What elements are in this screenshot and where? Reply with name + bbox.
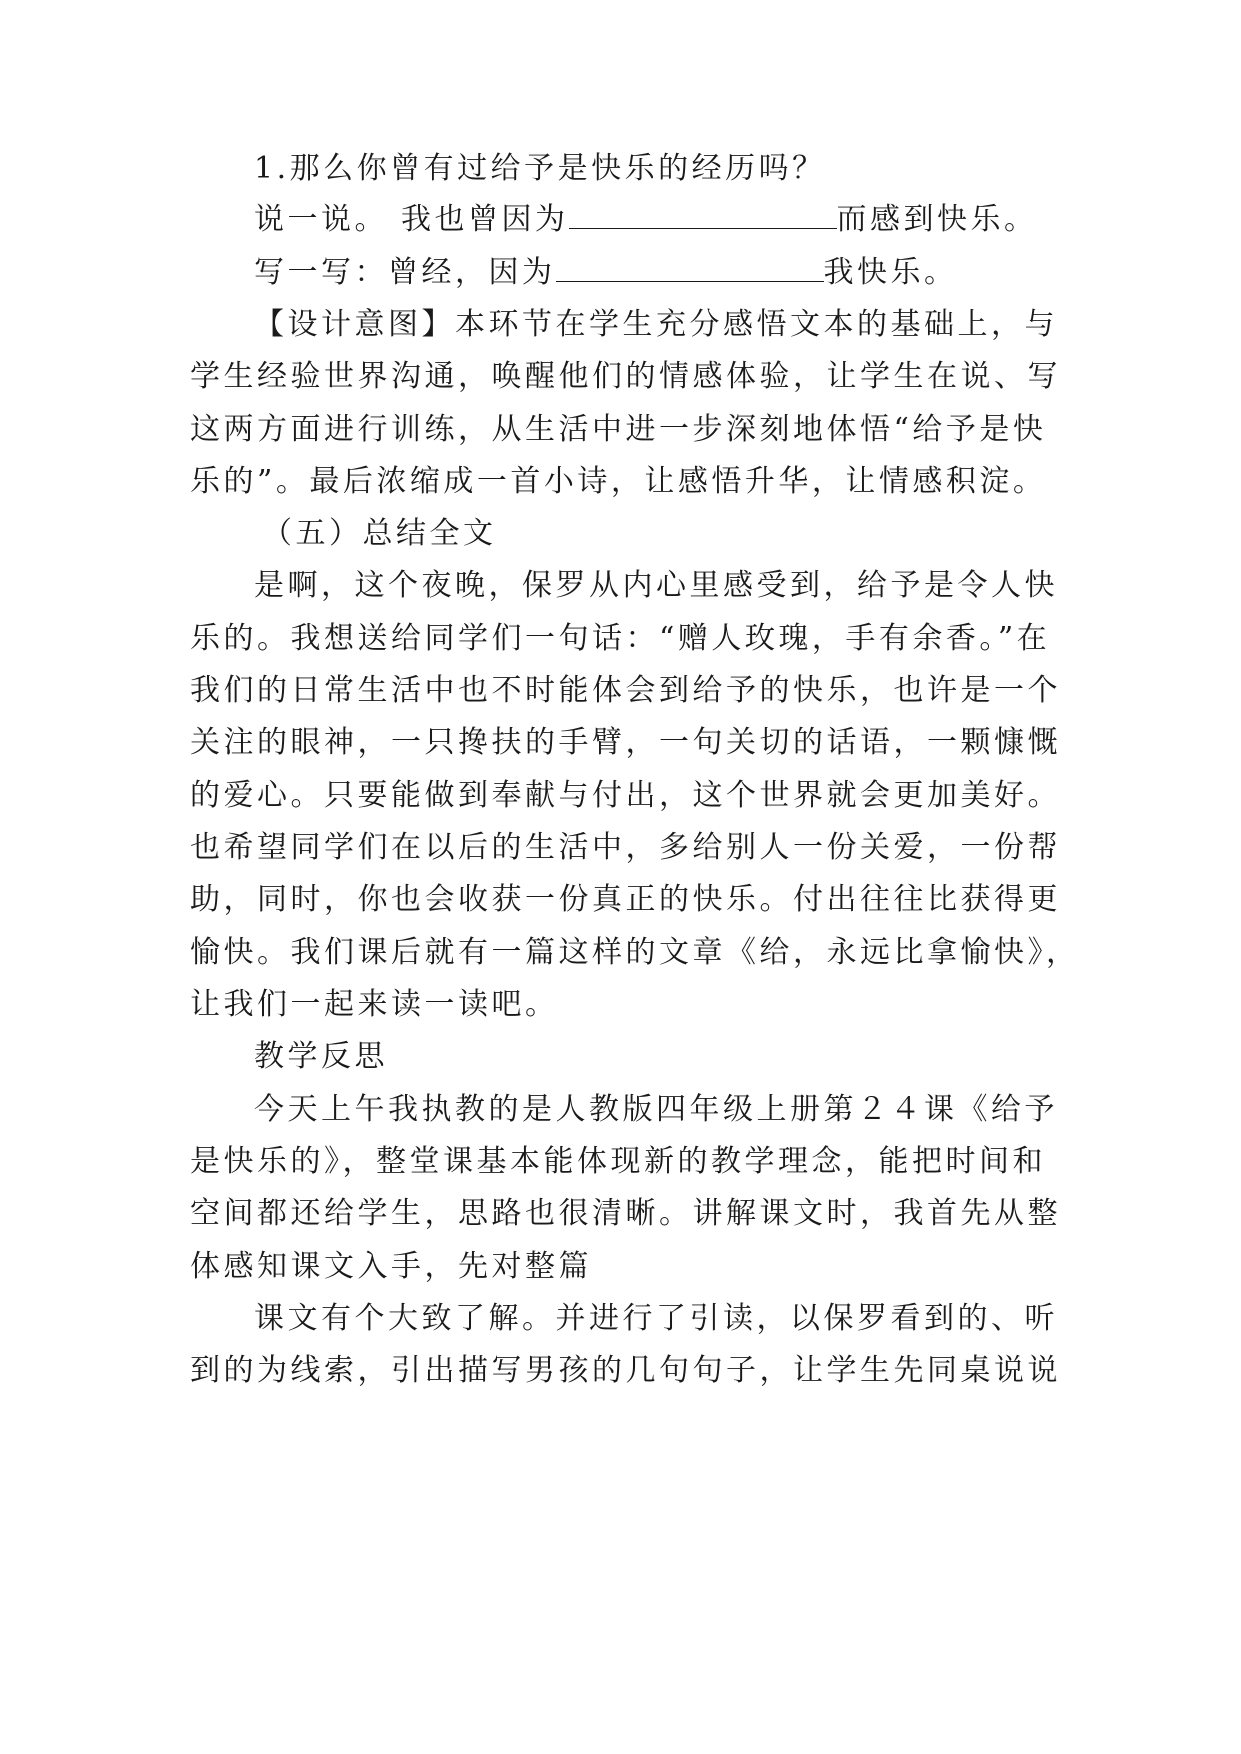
summary-line: 让我们一起来读一读吧。 [190, 987, 559, 1022]
summary-line: 乐的。我想送给同学们一句话：“赠人玫瑰，手有余香。”在 [190, 621, 1051, 656]
summary-line: 愉快。我们课后就有一篇这样的文章《给，永远比拿愉快》， [190, 935, 1080, 970]
say-prompt-before: 说一说。 我也曾因为 [254, 202, 569, 237]
reflection-line: 到的为线索，引出描写男孩的几句句子，让学生先同桌说说 [190, 1353, 1061, 1388]
summary-line: 是啊，这个夜晚，保罗从内心里感受到，给予是令人快 [254, 568, 1058, 603]
say-blank[interactable] [569, 200, 837, 229]
reflection-line: 今天上午我执教的是人教版四年级上册第２４课《给予 [254, 1092, 1058, 1127]
write-prompt-after: 我快乐。 [823, 255, 958, 290]
summary-line: 也希望同学们在以后的生活中，多给别人一份关爱，一份帮 [190, 830, 1061, 865]
reflection-line: 课文有个大致了解。并进行了引读，以保罗看到的、听 [254, 1301, 1058, 1336]
reflection-line: 是快乐的》，整堂课基本能体现新的教学理念，能把时间和 [190, 1144, 1046, 1179]
design-intent-line: 这两方面进行训练，从生活中进一步深刻地体悟“给予是快 [190, 412, 1047, 447]
design-intent-line: 学生经验世界沟通，唤醒他们的情感体验，让学生在说、写 [190, 359, 1061, 394]
design-intent-line: 乐的”。最后浓缩成一首小诗，让感悟升华，让情感积淀。 [190, 464, 1047, 499]
design-intent-line: 【设计意图】本环节在学生充分感悟文本的基础上，与 [254, 307, 1058, 342]
summary-line: 我们的日常生活中也不时能体会到给予的快乐，也许是一个 [190, 673, 1061, 708]
say-prompt-after: 而感到快乐。 [836, 202, 1038, 237]
write-prompt-before: 写一写：曾经，因为 [254, 255, 556, 290]
section-heading-five: （五）总结全文 [262, 516, 497, 551]
reflection-line: 体感知课文入手，先对整篇 [190, 1249, 592, 1284]
summary-line: 关注的眼神，一只搀扶的手臂，一句关切的话语，一颗慷慨 [190, 725, 1061, 760]
summary-line: 的爱心。只要能做到奉献与付出，这个世界就会更加美好。 [190, 778, 1061, 813]
reflection-heading: 教学反思 [254, 1039, 388, 1074]
question-1: 1.那么你曾有过给予是快乐的经历吗？ [254, 151, 826, 186]
write-prompt [254, 253, 958, 292]
write-blank[interactable] [556, 253, 824, 282]
reflection-line: 空间都还给学生，思路也很清晰。讲解课文时，我首先从整 [190, 1196, 1061, 1231]
say-prompt [254, 200, 1038, 239]
summary-line: 助，同时，你也会收获一份真正的快乐。付出往往比获得更 [190, 882, 1061, 917]
